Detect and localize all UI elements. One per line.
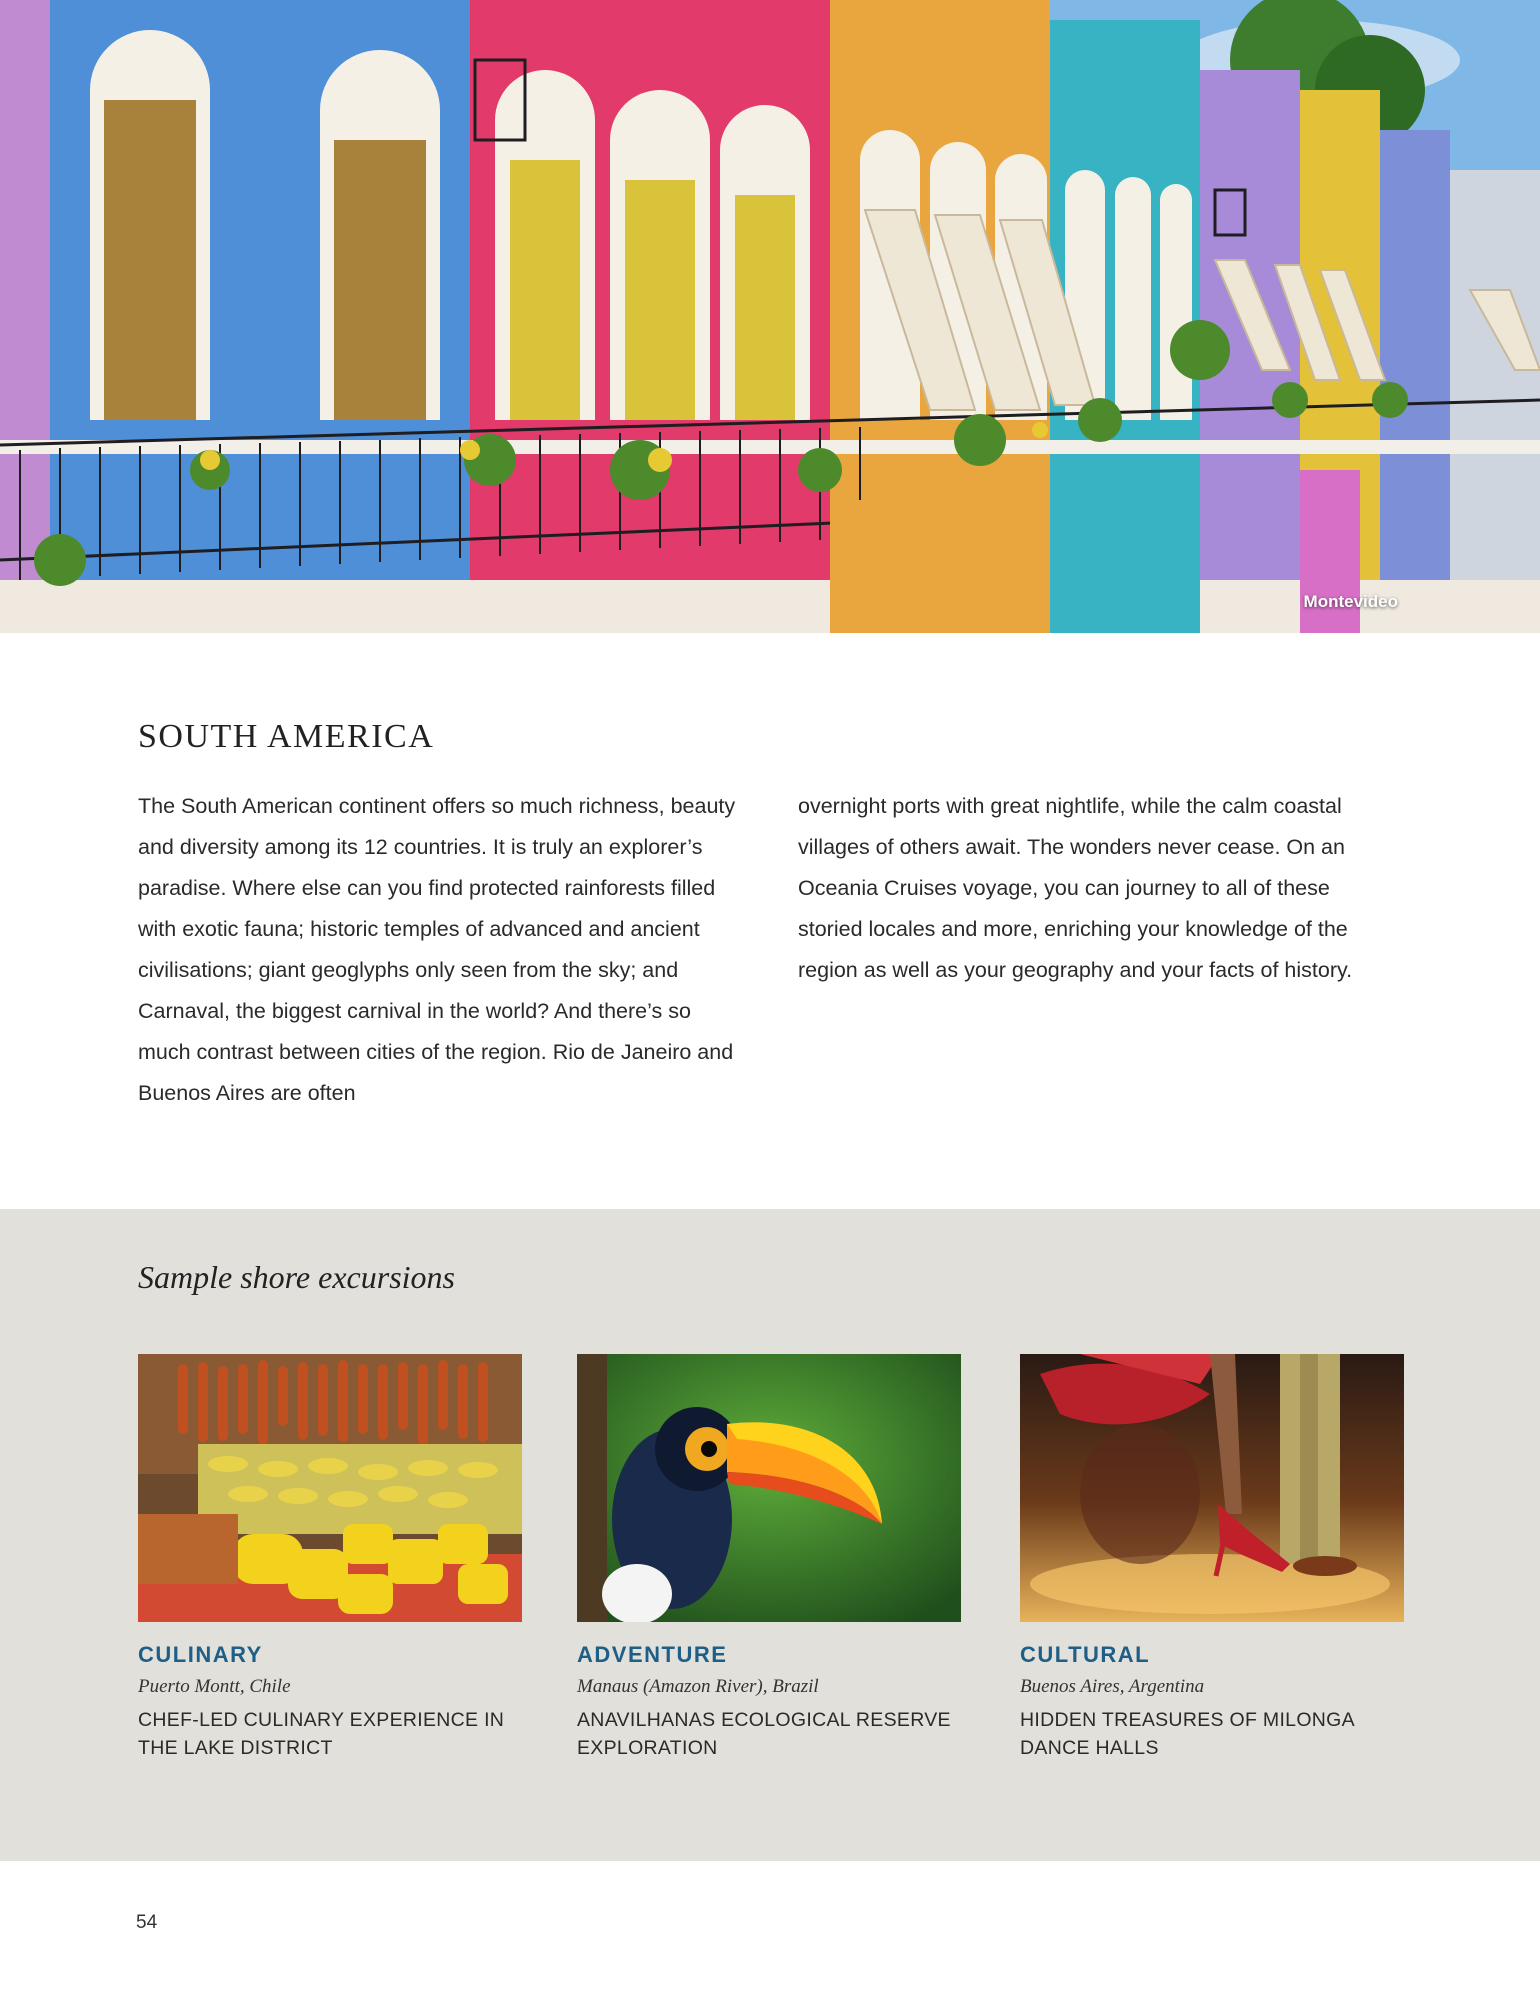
intro-text-column-left: The South American continent offers so much richness, beauty and diversity among its 12 countries. It is truly an explorer’s paradise. Where else can you find protected rainforests filled with exotic fauna; historic temples of advanced and ancient civilisations; giant geoglyphs only seen from the sky; and Carnaval, the biggest carnival in the world? And there’s so much contrast between cities of the region. Rio de Janeiro and Buenos Aires are often bbox=[138, 794, 736, 1105]
section-heading: Sample shore excursions bbox=[138, 1259, 455, 1295]
excursion-title[interactable]: ANAVILHANAS ECOLOGICAL RESERVE EXPLORATION bbox=[577, 1709, 951, 1759]
excursion-card-cultural[interactable] bbox=[1020, 1354, 1404, 1762]
excursion-location: Puerto Montt, Chile bbox=[138, 1676, 291, 1697]
excursion-title[interactable]: CHEF-LED CULINARY EXPERIENCE IN THE LAKE DISTRICT bbox=[138, 1709, 505, 1759]
intro-text-column-right: overnight ports with great nightlife, while the calm coastal villages of others await. The wonders never cease. On an Oceania Cruises voyage, you can journey to all of these storied locales and more, enriching your knowledge of the region as well as your geography and your facts of history. bbox=[798, 794, 1353, 982]
excursion-location: Manaus (Amazon River), Brazil bbox=[577, 1676, 819, 1697]
excursion-category: CULINARY bbox=[138, 1642, 263, 1667]
excursion-title[interactable]: HIDDEN TREASURES OF MILONGA DANCE HALLS bbox=[1020, 1709, 1354, 1759]
excursion-location: Buenos Aires, Argentina bbox=[1020, 1676, 1205, 1697]
tango-dancers-photo bbox=[1020, 1354, 1404, 1622]
photo-caption: Montevideo bbox=[1303, 592, 1398, 611]
excursion-card-culinary[interactable] bbox=[138, 1354, 522, 1762]
colonial-building-facades-photo bbox=[0, 0, 1540, 633]
toucan-photo bbox=[577, 1354, 961, 1622]
excursion-category: CULTURAL bbox=[1020, 1642, 1151, 1667]
page-number: 54 bbox=[136, 1912, 158, 1933]
excursion-card-adventure[interactable] bbox=[577, 1354, 961, 1762]
page-title: SOUTH AMERICA bbox=[138, 718, 435, 755]
market-cheese-sausage-photo bbox=[138, 1354, 522, 1622]
shore-excursions-section bbox=[0, 1209, 1540, 1861]
hero-photo bbox=[0, 0, 1540, 633]
excursion-category: ADVENTURE bbox=[577, 1642, 728, 1667]
